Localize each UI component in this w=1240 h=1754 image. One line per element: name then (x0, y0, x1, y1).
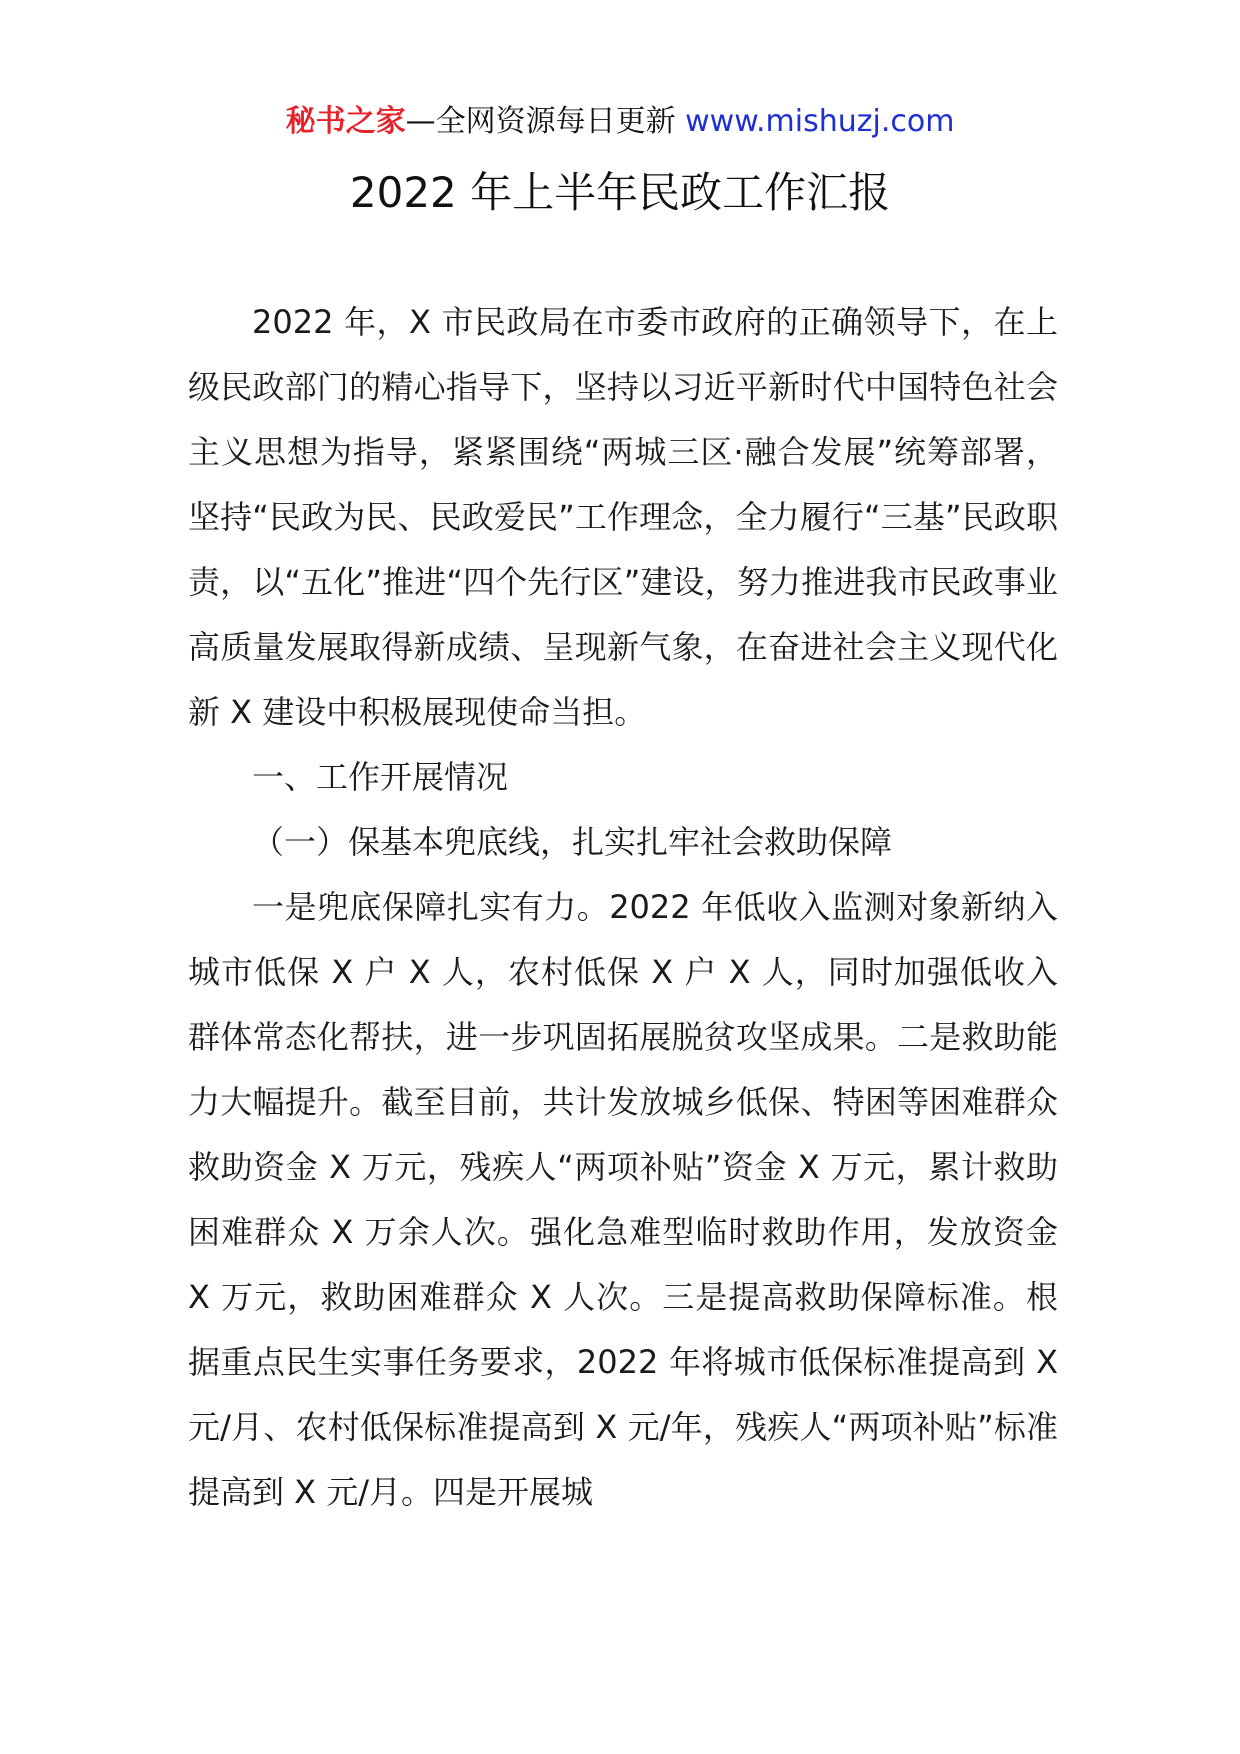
intro-paragraph: 2022 年，X 市民政局在市委市政府的正确领导下，在上级民政部门的精心指导下，坚持以习近平新时代中国特色社会主义思想为指导，紧紧围绕“两城三区·融合发展”统筹部署，坚持“民政为民、民政爱民”工作理念，全力履行“三基”民政职责，以“五化”推进“四个先行区”建设，努力推进我市民政事业高质量发展取得新成绩、呈现新气象，在奋进社会主义现代化新 X 建设中积极展现使命当担。 (188, 303, 1058, 731)
body-paragraph: 一是兜底保障扎实有力。2022 年低收入监测对象新纳入城市低保 X 户 X 人，农村低保 X 户 X 人，同时加强低收入群体常态化帮扶，进一步巩固拓展脱贫攻坚成果。二是救助能力大幅提升。截至目前，共计发放城乡低保、特困等困难群众救助资金 X 万元，残疾人“两项补贴”资金 X 万元，累计救助困难群众 X 万余人次。强化急难型临时救助作用，发放资金 X 万元，救助困难群众 X 人次。三是提高救助保障标准。根据重点民生实事任务要求，2022 年将城市低保标准提高到 X 元/月、农村低保标准提高到 X 元/年，残疾人“两项补贴”标准提高到 X 元/月。四是开展城 (188, 888, 1058, 1511)
section-heading: 一、工作开展情况 (252, 758, 509, 796)
site-banner (0, 100, 1240, 144)
document-body (188, 290, 1058, 1525)
document-title: 2022 年上半年民政工作汇报 (349, 168, 891, 217)
site-slogan: —全网资源每日更新 (405, 104, 676, 139)
subsection-heading: （一）保基本兜底线，扎实扎牢社会救助保障 (252, 823, 893, 861)
site-name: 秘书之家 (285, 104, 406, 139)
site-url-link[interactable]: www.mishuzj.com (685, 104, 955, 139)
